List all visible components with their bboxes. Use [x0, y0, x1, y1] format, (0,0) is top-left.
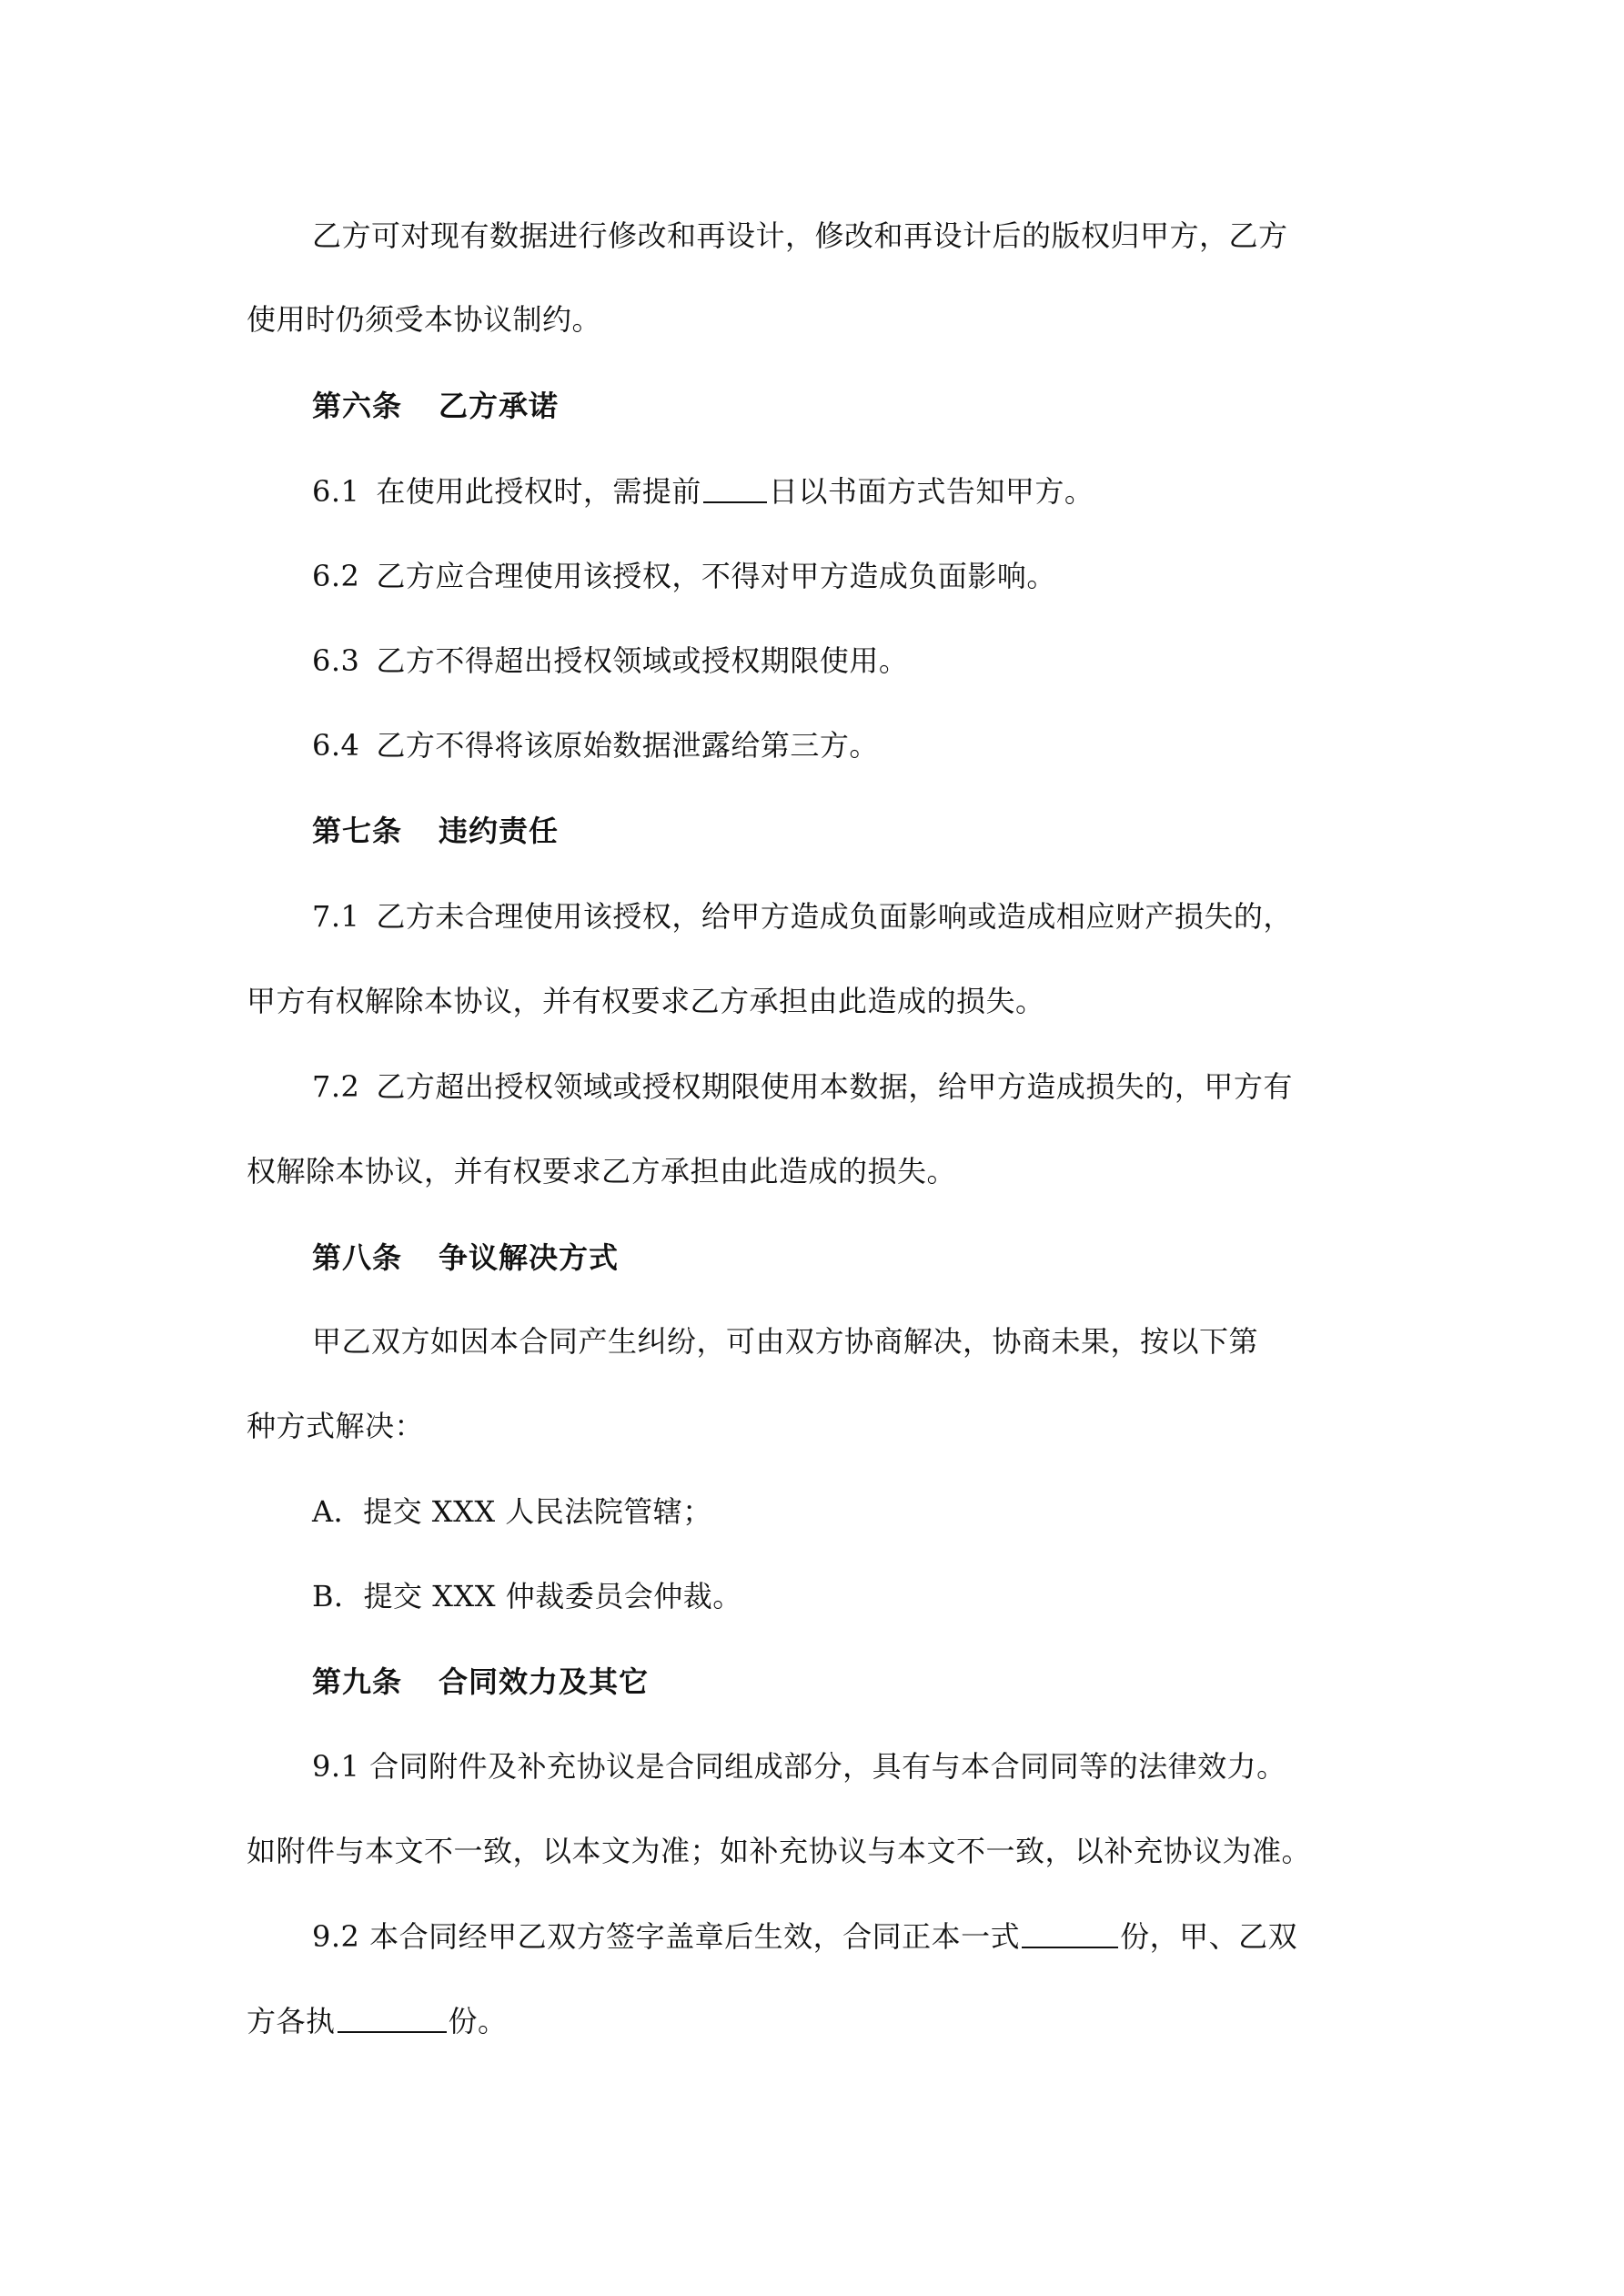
article-7-heading [312, 813, 559, 849]
clause-6-2 [312, 558, 1056, 594]
article-8-heading [312, 1239, 619, 1276]
fill-in-blank-days [703, 474, 767, 503]
clause-9-2-line1 [312, 1918, 1297, 1955]
article-7-number: 第七条 [312, 814, 403, 848]
article-9-heading [312, 1664, 649, 1700]
article-6-number: 第六条 [312, 389, 403, 423]
article-7-title: 违约责任 [439, 814, 560, 848]
clause-7-2-text-line1: 乙方超出授权领域或授权期限使用本数据，给甲方造成损失的，甲方有 [376, 1069, 1293, 1104]
clause-6-1-number: 6.1 [312, 474, 360, 509]
article-9-title: 合同效力及其它 [439, 1664, 650, 1699]
article-8-paragraph-line2: 种方式解决： [247, 1409, 425, 1443]
clause-7-2-line2: 权解除本协议，并有权要求乙方承担由此造成的损失。 [247, 1154, 957, 1188]
clause-9-2-line2 [247, 2003, 508, 2039]
clause-6-4 [312, 727, 879, 764]
clause-9-2-line2-after-blank: 份。 [448, 2004, 508, 2038]
clause-9-2-text-after-blank: 份，甲、乙双 [1120, 1919, 1298, 1954]
clause-7-1-line1 [312, 898, 1293, 935]
article-8-number: 第八条 [312, 1240, 403, 1275]
paragraph-modification-line1: 乙方可对现有数据进行修改和再设计，修改和再设计后的版权归甲方，乙方 [312, 218, 1288, 253]
clause-6-3 [312, 642, 908, 679]
fill-in-blank-copies-each [338, 2004, 447, 2033]
clause-6-1-text-after-blank: 日以书面方式告知甲方。 [768, 474, 1094, 509]
article-6-heading [312, 388, 559, 424]
fill-in-blank-copies-total [1022, 1919, 1118, 1948]
clause-6-4-number: 6.4 [312, 728, 360, 763]
clause-7-1-number: 7.1 [312, 899, 360, 934]
clause-9-1-line1: 9.1 合同附件及补充协议是合同组成部分，具有与本合同同等的法律效力。 [312, 1749, 1286, 1784]
clause-7-2-line1 [312, 1068, 1293, 1105]
clause-9-2-text-before-blank: 9.2 本合同经甲乙双方签字盖章后生效，合同正本一式 [312, 1919, 1021, 1954]
article-8-paragraph-line1: 甲乙双方如因本合同产生纠纷，可由双方协商解决，协商未果，按以下第 [312, 1324, 1259, 1359]
article-8-title: 争议解决方式 [439, 1240, 620, 1275]
clause-9-1-line2: 如附件与本文不一致，以本文为准；如补充协议与本文不一致，以补充协议为准。 [247, 1834, 1312, 1868]
clause-7-1-text-line1: 乙方未合理使用该授权，给甲方造成负面影响或造成相应财产损失的， [376, 899, 1293, 934]
article-9-number: 第九条 [312, 1664, 403, 1699]
clause-7-2-number: 7.2 [312, 1069, 360, 1104]
clause-9-2-line2-before-blank: 方各执 [247, 2004, 336, 2038]
option-b: B．提交 XXX 仲裁委员会仲裁。 [312, 1579, 742, 1613]
article-6-title: 乙方承诺 [439, 389, 560, 423]
clause-7-1-line2: 甲方有权解除本协议，并有权要求乙方承担由此造成的损失。 [247, 984, 1045, 1018]
option-a: A．提交 XXX 人民法院管辖； [312, 1494, 712, 1529]
clause-6-2-number: 6.2 [312, 559, 360, 593]
clause-6-3-text: 乙方不得超出授权领域或授权期限使用。 [376, 643, 909, 678]
clause-6-3-number: 6.3 [312, 643, 360, 678]
clause-6-1 [312, 473, 1094, 510]
paragraph-modification-line2: 使用时仍须受本协议制约。 [247, 302, 602, 337]
clause-6-2-text: 乙方应合理使用该授权，不得对甲方造成负面影响。 [376, 559, 1056, 593]
clause-6-1-text-before-blank: 在使用此授权时，需提前 [376, 474, 701, 509]
clause-6-4-text: 乙方不得将该原始数据泄露给第三方。 [376, 728, 879, 763]
